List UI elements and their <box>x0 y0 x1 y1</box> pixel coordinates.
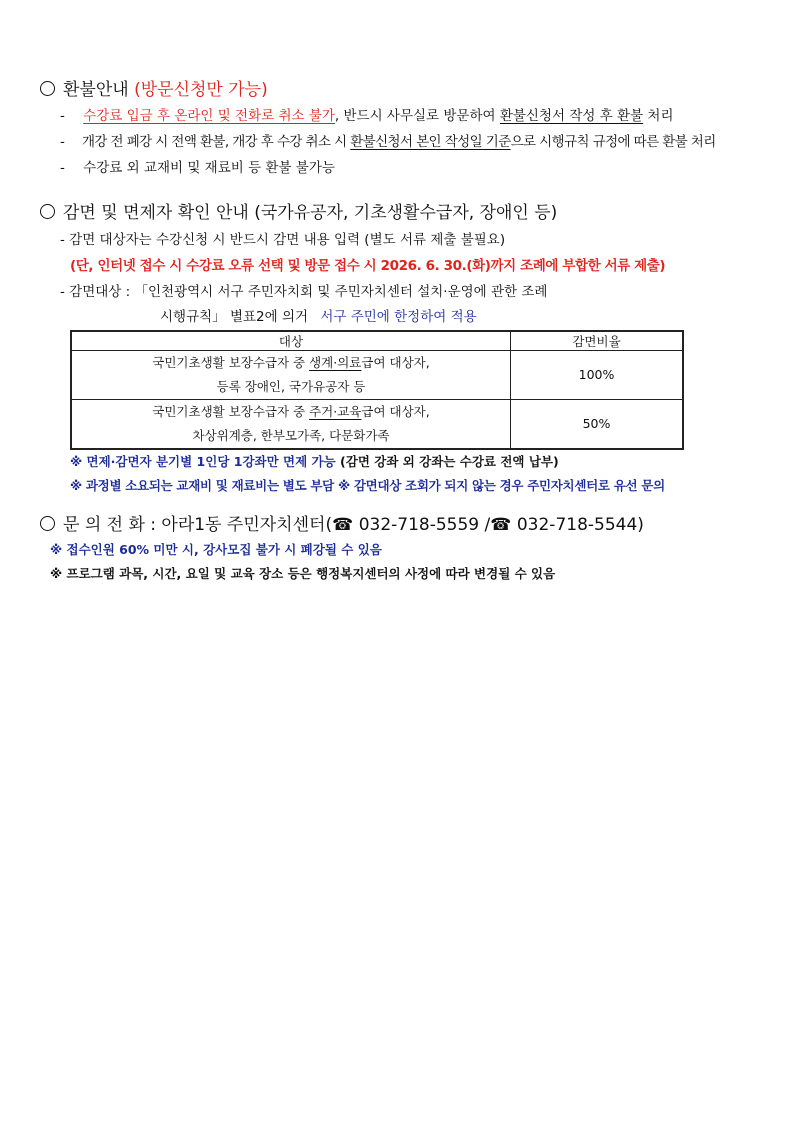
refund-item-1: - 수강료 입금 후 온라인 및 전화로 취소 불가, 반드시 사무실로 방문하여 환불신청서 작성 후 환불 처리 <box>60 108 674 124</box>
note-cancellation: ※ 접수인원 60% 미만 시, 강사모집 불가 시 폐강될 수 있음 <box>50 542 382 557</box>
table-row <box>71 351 683 400</box>
refund-item-2: - 개강 전 폐강 시 전액 환불, 개강 후 수강 취소 시 환불신청서 본인 작성일 기준으로 시행규칙 규정에 따른 환불 처리 <box>60 134 716 150</box>
table-header-rate: 감면비율 <box>511 331 684 351</box>
refund-heading-note: (방문신청만 가능) <box>134 80 268 100</box>
note-changes: ※ 프로그램 과목, 시간, 요일 및 교육 장소 등은 행정복지센터의 사정에 따라 변경될 수 있음 <box>50 566 556 581</box>
circle-bullet-icon <box>40 516 55 531</box>
table-cell-rate: 100% <box>511 351 684 400</box>
exemption-line-1: - 감면 대상자는 수강신청 시 반드시 감면 내용 입력 (별도 서류 제출 불필요) <box>60 232 506 248</box>
table-cell-target: 국민기초생활 보장수급자 중 생계·의료급여 대상자, 등록 장애인, 국가유공자 등 <box>71 351 511 400</box>
contact-line: 문 의 전 화 : 아라1동 주민자치센터(☎ 032-718-5559 /☎ 032-718-5544) <box>40 510 644 535</box>
table-cell-target: 국민기초생활 보장수급자 중 주거·교육급여 대상자, 차상위계층, 한부모가족, 다문화가족 <box>71 400 511 450</box>
table-header-target: 대상 <box>71 331 511 351</box>
exemption-note-1: ※ 면제·감면자 분기별 1인당 1강좌만 면제 가능 (감면 강좌 외 강좌는 수강료 전액 납부) <box>70 454 559 469</box>
exemption-note-2: ※ 과정별 소요되는 교재비 및 재료비는 별도 부담 ※ 감면대상 조회가 되지 않는 경우 주민자치센터로 유선 문의 <box>70 478 665 493</box>
exemption-line-2: (단, 인터넷 접수 시 수강료 오류 선택 및 방문 접수 시 2026. 6. 30.(화)까지 조례에 부합한 서류 제출) <box>70 258 666 274</box>
phone-icon: ☎ <box>490 515 512 535</box>
circle-bullet-icon <box>40 81 55 96</box>
table-row <box>71 400 683 450</box>
exemption-line-3: - 감면대상 : 「인천광역시 서구 주민자치회 및 주민자치센터 설치·운영에 관한 조례 <box>60 284 548 300</box>
table-header-row <box>71 331 683 351</box>
exemption-table <box>70 330 684 450</box>
refund-heading: 환불안내 (방문신청만 가능) <box>40 75 268 100</box>
circle-bullet-icon <box>40 204 55 219</box>
exemption-heading: 감면 및 면제자 확인 안내 (국가유공자, 기초생활수급자, 장애인 등) <box>40 198 557 223</box>
refund-item-3: - 수강료 외 교재비 및 재료비 등 환불 불가능 <box>60 160 335 176</box>
phone-icon: ☎ <box>332 515 354 535</box>
exemption-line-4: 시행규칙」 별표2에 의거 서구 주민에 한정하여 적용 <box>160 309 477 325</box>
table-cell-rate: 50% <box>511 400 684 450</box>
